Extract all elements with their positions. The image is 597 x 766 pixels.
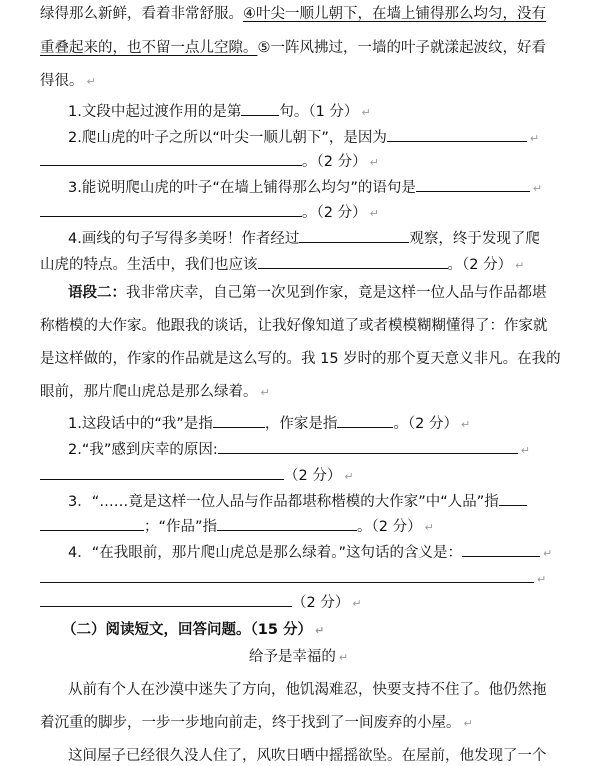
- question-1: [68, 101, 371, 123]
- story-line1: [68, 680, 547, 700]
- question-3: [68, 177, 542, 199]
- para1-line2-underlined: 重叠起来的，也不留一点儿空隙。: [40, 40, 258, 56]
- para1-line1-text: 绿得那么新鲜，看着非常舒服。: [40, 6, 243, 22]
- question-2-text: 2.爬山虎的叶子之所以“叶尖一顺儿朝下”，是因为: [68, 130, 387, 146]
- answer-blank[interactable]: [416, 177, 530, 192]
- question-r1-text: 1.这段话中的“我”是指: [68, 416, 213, 432]
- section-2-heading-text: （二）阅读短文，回答问题。（15 分）: [62, 622, 312, 638]
- return-mark: ↵: [460, 418, 471, 431]
- answer-blank[interactable]: [40, 592, 292, 607]
- section-2-heading: [62, 620, 324, 641]
- return-mark: ↵: [529, 132, 540, 145]
- para2-label: 语段二：: [68, 285, 126, 301]
- answer-blank[interactable]: [258, 254, 448, 269]
- para2-line4: [40, 382, 270, 403]
- para2-line2: [40, 316, 548, 336]
- question-r4-score: （2 分）: [292, 595, 350, 611]
- question-r4-line2: [40, 568, 546, 590]
- return-mark: ↵: [338, 651, 349, 664]
- question-r4: [68, 542, 552, 564]
- return-mark: ↵: [352, 597, 362, 610]
- return-mark: ↵: [314, 624, 325, 637]
- question-r2-line2: [40, 465, 354, 487]
- question-r1: [68, 413, 470, 435]
- question-2: [68, 127, 539, 149]
- question-r2-text: 2.“我”感到庆幸的原因:: [68, 442, 218, 458]
- question-2-score: 。（2 分）: [302, 154, 367, 170]
- answer-blank[interactable]: [40, 202, 302, 217]
- story-line2-text: 着沉重的脚步，一步一步地向前走，终于找到了一间废弃的小屋。: [40, 715, 461, 731]
- question-4-text-line2: 山虎的特点。生活中，我们也应该: [40, 257, 258, 273]
- return-mark: ↵: [543, 547, 553, 560]
- return-mark: ↵: [260, 386, 270, 399]
- answer-blank[interactable]: [40, 465, 284, 480]
- answer-blank[interactable]: [499, 491, 527, 506]
- story-line1-text: 从前有个人在沙漠中迷失了方向，他饥渴难忍，快要支持不住了。他仍然拖: [68, 682, 547, 698]
- question-1-score: 句。（1 分）: [279, 104, 359, 120]
- para2-line3: [40, 349, 561, 369]
- question-4-line2: [40, 254, 524, 276]
- answer-blank[interactable]: [241, 101, 279, 116]
- return-mark: ↵: [86, 75, 96, 88]
- question-r4-text: 4．“在我眼前，那片爬山虎总是那么绿着。”这句话的含义是：: [68, 545, 462, 561]
- para2-line4-text: 眼前，那片爬山虎总是那么绿着。: [40, 384, 258, 400]
- return-mark: ↵: [361, 106, 371, 119]
- question-r2: [68, 439, 530, 461]
- para2-line1: [68, 283, 547, 303]
- story-line2: [40, 713, 473, 734]
- return-mark: ↵: [463, 717, 473, 730]
- return-mark: ↵: [537, 573, 547, 586]
- answer-blank[interactable]: [299, 228, 409, 243]
- return-mark: ↵: [532, 182, 543, 195]
- para2-line3-text: 是这样做的，作家的作品就是这么写的。我 15 岁时的那个夏天意义非凡。在我的: [40, 351, 561, 367]
- question-r3-line2: [40, 516, 434, 538]
- answer-blank[interactable]: [40, 568, 534, 583]
- question-3-line2: [40, 202, 379, 224]
- question-r3-text: 3．“……竟是这样一位人品与作品都堪称楷模的大作家”中“人品”指: [68, 494, 499, 510]
- question-4-text: 4.画线的句子写得多美呀！作者经过: [68, 231, 300, 247]
- question-1-text: 1.文段中起过渡作用的是第: [68, 104, 242, 120]
- para1-line2: [40, 38, 546, 58]
- para1-line3-text: 得很。: [40, 73, 84, 89]
- return-mark: ↵: [424, 521, 434, 534]
- story-title: [0, 647, 597, 668]
- answer-blank[interactable]: [462, 542, 540, 557]
- story-line3: [68, 746, 547, 766]
- question-r3-text-cont: ；“作品”指: [144, 519, 218, 535]
- answer-blank[interactable]: [337, 413, 393, 428]
- story-line3-text: 这间屋子已经很久没人住了，风吹日晒中摇摇欲坠。在屋前，他发现了一个: [68, 748, 547, 764]
- return-mark: ↵: [520, 444, 530, 457]
- para2-line1-text: 我非常庆幸，自己第一次见到作家，竟是这样一位人品与作品都堪: [126, 285, 547, 301]
- return-mark: ↵: [515, 259, 525, 272]
- question-4-score: 。（2 分）: [447, 257, 513, 273]
- question-r2-score: （2 分）: [284, 468, 342, 484]
- answer-blank[interactable]: [217, 516, 357, 531]
- question-2-line2: [40, 151, 379, 173]
- answer-blank[interactable]: [40, 516, 144, 531]
- question-r1-text-cont: ，作家是指: [264, 416, 338, 432]
- question-r4-line3: [40, 592, 362, 614]
- para1-line2-text: ⑤一阵风拂过，一墙的叶子就漾起波纹，好看: [257, 40, 546, 56]
- para1-line1-underlined: ④叶尖一顺儿朝下，在墙上铺得那么均匀，没有: [243, 6, 546, 22]
- para1-line3: [40, 71, 96, 92]
- question-r3: [68, 491, 527, 512]
- question-r1-score: 。（2 分）: [393, 416, 458, 432]
- return-mark: ↵: [369, 156, 379, 169]
- story-title-text: 给予是幸福的: [248, 649, 336, 665]
- answer-blank[interactable]: [218, 439, 518, 454]
- answer-blank[interactable]: [387, 127, 527, 142]
- para2-line2-text: 称楷模的大作家。他跟我的谈话，让我好像知道了或者模模糊糊懂得了：作家就: [40, 318, 548, 334]
- question-3-score: 。（2 分）: [302, 205, 367, 221]
- answer-blank[interactable]: [213, 413, 265, 428]
- question-4-text-cont: 观察，终于发现了爬: [409, 231, 540, 247]
- para1-line1: [40, 4, 546, 24]
- return-mark: ↵: [344, 470, 354, 483]
- answer-blank[interactable]: [40, 151, 302, 166]
- question-4: [68, 228, 540, 249]
- question-3-text: 3.能说明爬山虎的叶子“在墙上铺得那么均匀”的语句是: [68, 180, 416, 196]
- question-r3-score: 。（2 分）: [357, 519, 422, 535]
- return-mark: ↵: [369, 207, 379, 220]
